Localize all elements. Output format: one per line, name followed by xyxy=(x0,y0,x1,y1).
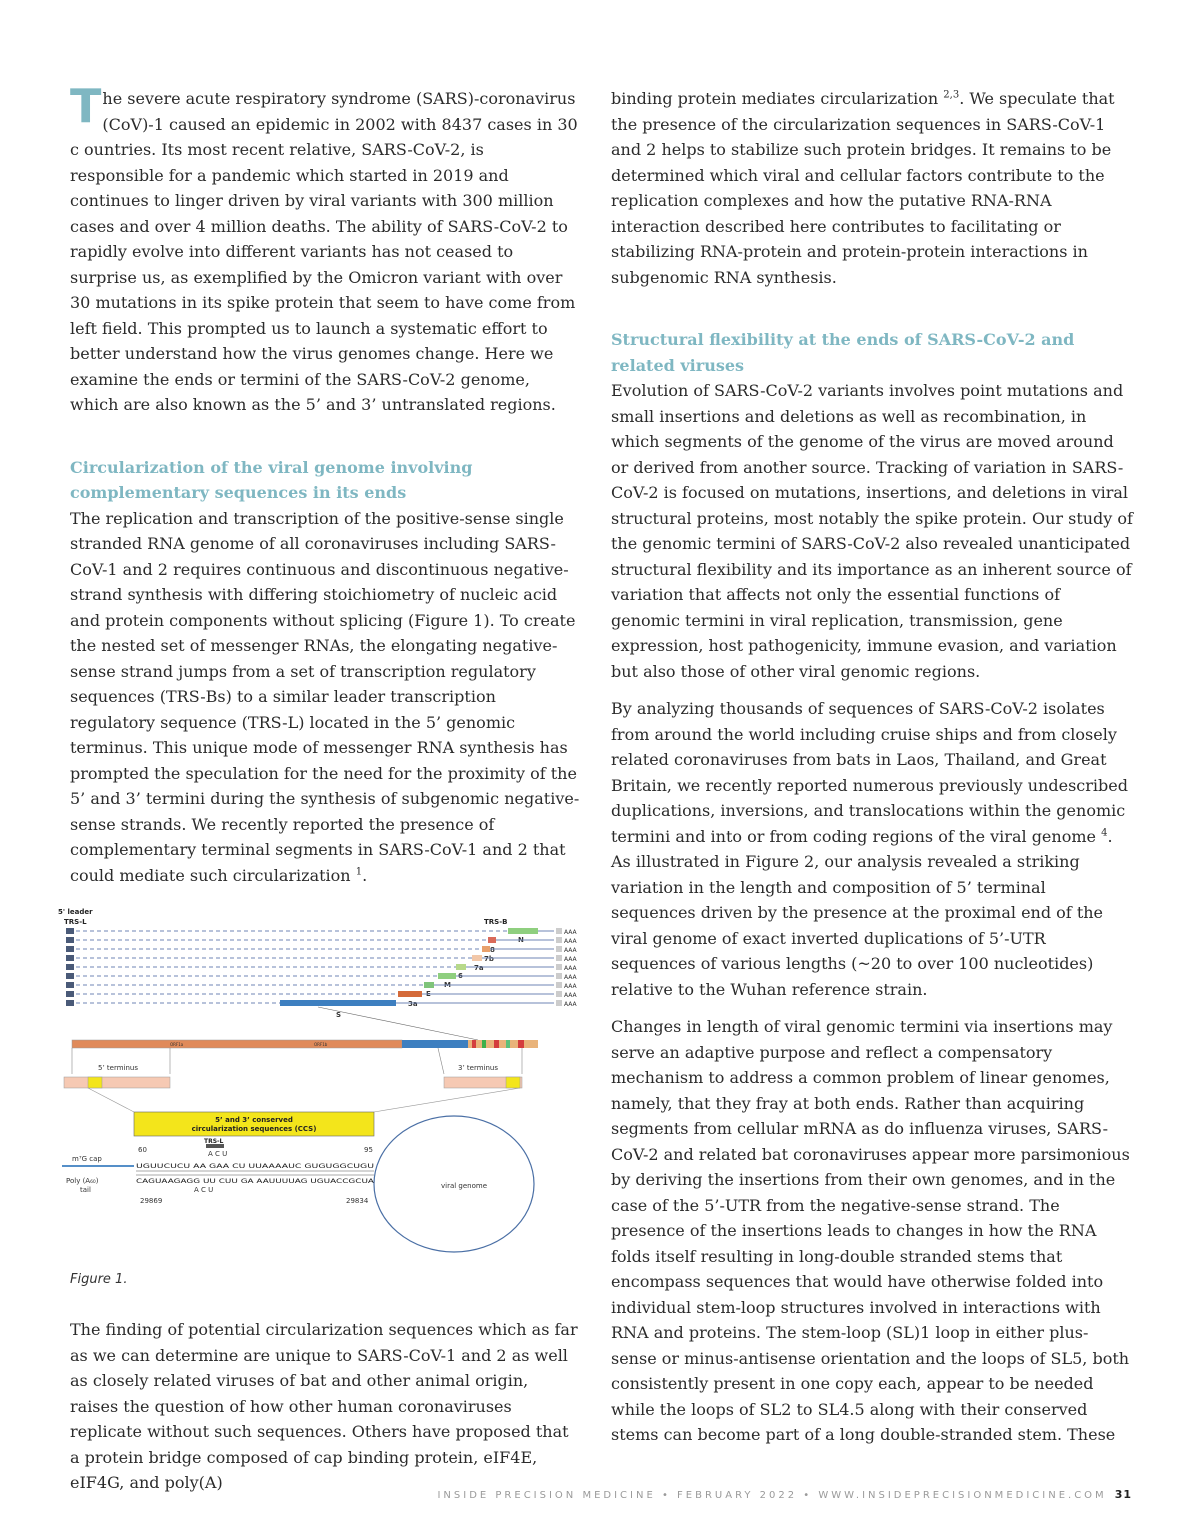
paragraph-analysis xyxy=(611,696,1133,1002)
left-column xyxy=(58,79,580,1508)
paragraph-replication xyxy=(70,506,580,889)
paragraph-analysis-rest: . As illustrated in Figure 2, our analysis revealed a striking variation in the length and composition of 5’ terminal sequences driven by the presence at the proximal end of the viral genome of exact inverted duplications of 5’-UTR sequences of various lengths (~20 to over 100 nucleotides) relative to the Wuhan reference strain. xyxy=(611,826,1113,999)
aaa-label: AAA xyxy=(564,965,577,972)
trsl-label: TRS-L xyxy=(64,918,87,926)
top-letters: A C U xyxy=(208,1150,228,1158)
rna-row-8 xyxy=(66,937,578,954)
page-footer xyxy=(420,1488,1132,1501)
ccs-box xyxy=(134,1112,374,1136)
paragraph-binding-rest: . We speculate that the presence of the circularization sequences in SARS-CoV-1 and 2 helps to stabilize such protein bridges. It remains to be determined which viral and cellular factors contribute to the replication complexes and how the putative RNA-RNA interaction described here contributes to facilitating or stabilizing RNA-protein and protein-protein interactions in subgenomic RNA synthesis. xyxy=(611,89,1115,287)
paragraph-insertions: Changes in length of viral genomic termini via insertions may serve an adaptive purpose and reflect a compensatory mechanism to address a common problem of linear genomes, namely, that they fray at both ends. Rather than acquiring segments from cellular mRNA as do influenza viruses, SARS-CoV-2 and related bat coronaviruses appear more parsimonious by deriving the insertions from their own genomes, and in the case of the 5’-UTR from the negative-sense strand. The presence of the insertions leads to changes in how the RNA folds itself resulting in long-double stranded stems that encompass sequences that would have otherwise folded into individual stem-loop structures involved in interactions with RNA and proteins. The stem-loop (SL)1 loop in either plus-sense or minus-antisense orientation and the loops of SL5, both consistently present in one copy each, appear to be needed while the loops of SL2 to SL4.5 along with their conserved stems can become part of a long double-stranded stem. These xyxy=(611,1017,1130,1444)
footer-publication: INSIDE PRECISION MEDICINE • FEBRUARY 2022 • WWW.INSIDEPRECISIONMEDICINE.COM xyxy=(437,1490,1107,1501)
aaa-label: AAA xyxy=(564,992,577,999)
paragraph-analysis-start: By analyzing thousands of sequences of SARS-CoV-2 isolates from around the world including cruise ships and from closely related coronaviruses from bats in Laos, Thailand, and Great Britain, we recently reported numerous previously undescribed duplications, inversions, and translocations within the genomic termini and into or from coding regions of the viral genome xyxy=(611,699,1128,846)
position-29869: 29869 xyxy=(140,1197,163,1205)
cap-label: m⁷G cap xyxy=(72,1155,102,1163)
tail-label: tail xyxy=(80,1186,91,1194)
reference-2-3[interactable]: 2,3 xyxy=(943,89,960,101)
polya-label: Poly (A₆₀) xyxy=(66,1177,99,1185)
viral-genome-circle xyxy=(374,1116,534,1252)
intro-paragraph xyxy=(70,79,580,418)
figure-1-diagram xyxy=(58,900,578,1272)
rna-row-6 xyxy=(66,964,578,980)
paragraph-evolution: Evolution of SARS-CoV-2 variants involves point mutations and small insertions and deletions as well as recombination, in which segments of the genome of the virus are moved around or derived from another source. Tracking of variation in SARS-CoV-2 is focused on mutations, insertions, and deletions in viral structural proteins, most notably the spike protein. Our study of the genomic termini of SARS-CoV-2 also revealed unanticipated structural flexibility and its importance as an inherent source of variation that affects not only the essential functions of genomic termini in viral replication, transmission, gene expression, host pathogenicity, immune evasion, and variation but also those of other viral genomic regions. xyxy=(611,381,1133,681)
bottom-sequence: CAGUAAGAGG UU CUU GA AAUUUUAG UGUACCGCUA xyxy=(136,1178,375,1185)
subgenomic-rna-rows xyxy=(66,928,578,1019)
paragraph-replication-end: . xyxy=(362,865,368,885)
gene-label-3a: 3a xyxy=(408,1000,418,1008)
three-terminus-label: 3’ terminus xyxy=(458,1064,498,1072)
paragraph-binding xyxy=(611,86,1133,290)
paragraph-binding-start: binding protein mediates circularization xyxy=(611,89,939,108)
position-29834: 29834 xyxy=(346,1197,369,1205)
five-terminus-label: 5’ terminus xyxy=(98,1064,138,1072)
ccs-line-2: circularization sequences (CCS) xyxy=(191,1125,317,1133)
orf1a-label: ORF1a xyxy=(170,1042,184,1047)
viral-genome-label: viral genome xyxy=(440,1182,488,1190)
aaa-label: AAA xyxy=(564,956,577,963)
aaa-label: AAA xyxy=(564,938,577,945)
position-60: 60 xyxy=(138,1146,147,1154)
gene-label-6: 6 xyxy=(458,972,463,980)
figure-caption: Figure 1. xyxy=(70,1272,128,1287)
aaa-label: AAA xyxy=(564,983,577,990)
paragraph-replication-text: The replication and transcription of the positive-sense single stranded RNA genome of all coronaviruses including SARS-CoV-1 and 2 requires continuous and discontinuous negative-strand synthesis with differing stoichiometry of nucleic acid and protein components without splicing (Figure 1). To create the nested set of messenger RNAs, the elongating negative-sense strand jumps from a set of transcription regulatory sequences (TRS-Bs) to a similar leader transcription regulatory sequence (TRS-L) located in the 5’ genomic terminus. This unique mode of messenger RNA synthesis has prompted the speculation for the need for the proximity of the 5’ and 3’ termini during the synthesis of subgenomic negative-sense strands. We recently reported the presence of complementary terminal segments in SARS-CoV-1 and 2 that could mediate such circularization xyxy=(70,508,580,885)
gene-label-s: S xyxy=(336,1011,342,1019)
trsb-label: TRS-B xyxy=(484,918,508,926)
aaa-label: AAA xyxy=(564,929,577,936)
gene-label-n: N xyxy=(518,936,524,944)
gene-label-8: 8 xyxy=(490,946,495,954)
rna-row-7b xyxy=(66,946,578,963)
gene-label-e: E xyxy=(426,990,431,998)
trsl-small-label: TRS-L xyxy=(204,1138,224,1145)
sequence-panel xyxy=(62,1138,375,1205)
top-sequence: UGUUCUCU AA GAA CU UUAAAAUC GUGUGGCUGU xyxy=(136,1163,375,1170)
page-number: 31 xyxy=(1114,1488,1132,1501)
gene-label-7b: 7b xyxy=(484,955,494,963)
right-column xyxy=(611,86,1133,1460)
five-terminus-bar xyxy=(64,1077,170,1088)
drop-cap: T xyxy=(70,79,102,133)
zoom-line xyxy=(318,1007,478,1040)
paragraph-finding: The finding of potential circularization sequences which as far as we can determine are unique to SARS-CoV-1 and 2 as well as closely related viruses of bat and other animal origin, raises the question of how other human coronaviruses replicate without such sequences. Others have proposed that a protein bridge composed of cap binding protein, eIF4E, eIF4G, and poly(A) xyxy=(70,1320,578,1492)
rna-row-n xyxy=(66,928,578,944)
reference-1[interactable]: 1 xyxy=(355,866,363,878)
leader-label: 5' leader xyxy=(58,908,93,916)
section-heading-structural-flexibility: Structural flexibility at the ends of SARS-CoV-2 and related viruses xyxy=(611,330,1075,375)
bottom-letters: A C U xyxy=(194,1186,214,1194)
intro-text: he severe acute respiratory syndrome (SARS)-coronavirus (CoV)-1 caused an epidemic in 2002 with 8437 cases in 30 c ountries. Its most recent relative, SARS-CoV-2, is responsible for a pandemic which started in 2019 and continues to linger driven by viral variants with 300 million cases and over 4 million deaths. The ability of SARS-CoV-2 to rapidly evolve into different variants has not ceased to surprise us, as exemplified by the Omicron variant with over 30 mutations in its spike protein that seem to have come from left field. This prompted us to launch a systematic effort to better understand how the virus genomes change. Here we examine the ends or termini of the SARS-CoV-2 genome, which are also known as the 5’ and 3’ untranslated regions. xyxy=(70,89,578,414)
aaa-label: AAA xyxy=(564,1001,577,1008)
aaa-label: AAA xyxy=(564,947,577,954)
reference-4[interactable]: 4 xyxy=(1101,827,1108,839)
rna-row-7a xyxy=(66,955,578,972)
section-heading-circularization: Circularization of the viral genome involving complementary sequences in its ends xyxy=(70,457,473,502)
gene-label-7a: 7a xyxy=(474,964,484,972)
rna-row-e xyxy=(66,982,578,998)
ccs-line-1: 5’ and 3’ conserved xyxy=(215,1116,293,1124)
genome-map xyxy=(72,1040,538,1048)
figure-1 xyxy=(58,900,578,1272)
three-terminus-bar xyxy=(444,1077,522,1088)
position-95: 95 xyxy=(364,1146,373,1154)
orf1b-label: ORF1b xyxy=(314,1042,328,1047)
aaa-label: AAA xyxy=(564,974,577,981)
gene-label-m: M xyxy=(444,981,451,989)
rna-row-m xyxy=(66,973,578,989)
rna-row-s xyxy=(66,1000,578,1019)
